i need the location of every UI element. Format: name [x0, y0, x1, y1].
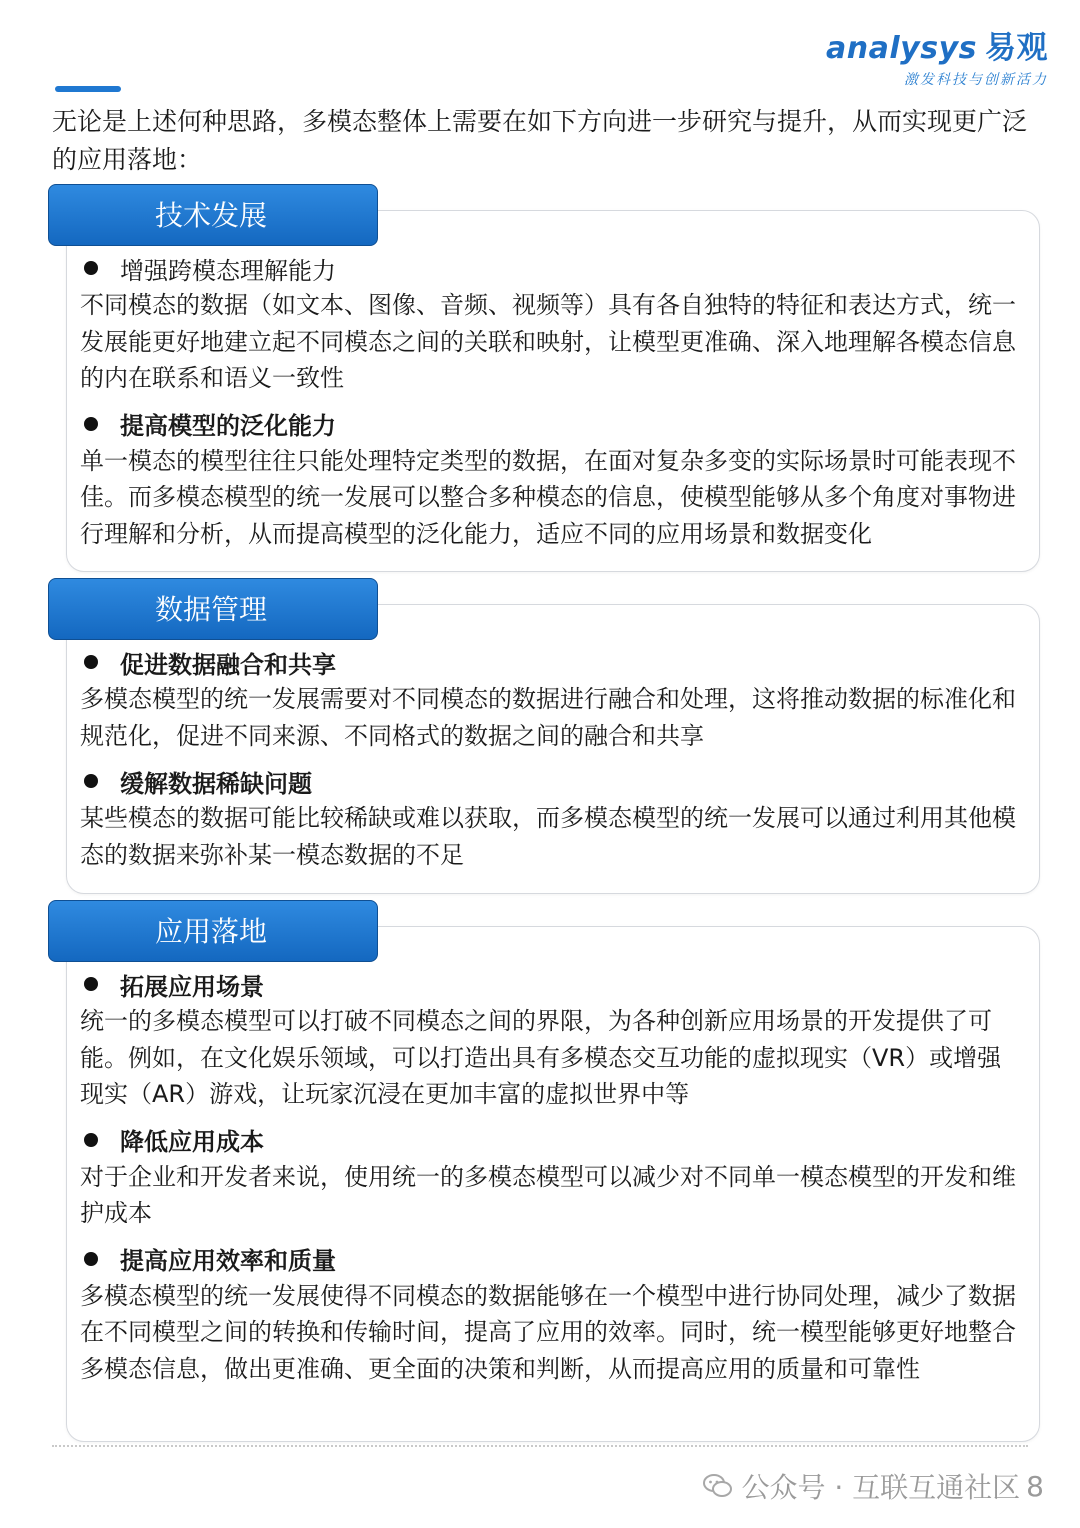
- section-content-app: [80, 965, 1025, 1395]
- bullet-dot-icon: [84, 1133, 98, 1147]
- bullet-text: 多模态模型的统一发展需要对不同模态的数据进行融合和处理，这将推动数据的标准化和规范化，促进不同来源、不同格式的数据之间的融合和共享: [80, 685, 1016, 750]
- logo-slogan: 激发科技与创新活力: [904, 72, 1048, 88]
- logo-letter: a: [826, 31, 847, 66]
- bullet-title: 拓展应用场景: [120, 972, 264, 1001]
- bullet-item: [80, 965, 1025, 1003]
- section-content-tech: [80, 249, 1025, 560]
- bullet-title: 提高模型的泛化能力: [120, 412, 336, 440]
- bullet-text: 不同模态的数据（如文本、图像、音频、视频等）具有各自独特的特征和表达方式，统一发展能更好地建立起不同模态之间的关联和映射，让模型更准确、深入地理解各模态信息的内在联系和语义一致性: [80, 291, 1016, 392]
- bullet-title: 降低应用成本: [120, 1128, 264, 1156]
- bullet-text: 单一模态的模型往往只能处理特定类型的数据，在面对复杂多变的实际场景时可能表现不佳。而多模态模型的统一发展可以整合多种模态的信息，使模型能够从多个角度对事物进行理解和分析，从而提高模型的泛化能力，适应不同的应用场景和数据变化: [80, 446, 1016, 548]
- page-number: 8: [1026, 1469, 1044, 1503]
- brand-logo: [826, 22, 1048, 89]
- footer-watermark: 公众号 · 互联互通社区: [741, 1471, 1021, 1504]
- footer: [703, 1466, 1044, 1506]
- bullet-item: [80, 249, 1025, 287]
- bullet-text: 某些模态的数据可能比较稀缺或难以获取，而多模态模型的统一发展可以通过利用其他模态的数据来弥补某一模态数据的不足: [80, 804, 1016, 869]
- accent-bar: [55, 86, 121, 92]
- bullet-text: 对于企业和开发者来说，使用统一的多模态模型可以减少对不同单一模态模型的开发和维护成本: [80, 1162, 1016, 1227]
- footer-divider: [52, 1445, 1028, 1447]
- bullet-dot-icon: [84, 261, 98, 275]
- bullet-title: 缓解数据稀缺问题: [120, 769, 312, 798]
- bullet-title: 增强跨模态理解能力: [120, 256, 336, 285]
- logo-text: nalysys: [846, 31, 977, 66]
- intro-paragraph: 无论是上述何种思路，多模态整体上需要在如下方向进一步研究与提升，从而实现更广泛的应用落地：: [52, 107, 1028, 174]
- bullet-item: [80, 1121, 1025, 1159]
- bullet-dot-icon: [84, 1252, 98, 1266]
- bullet-dot-icon: [84, 774, 98, 788]
- bullet-text: 多模态模型的统一发展使得不同模态的数据能够在一个模型中进行协同处理，减少了数据在不同模型之间的转换和传输时间，提高了应用的效率。同时，统一模型能够更好地整合多模态信息，做出更准确、更全面的决策和判断，从而提高应用的质量和可靠性: [80, 1281, 1016, 1383]
- bullet-dot-icon: [84, 417, 98, 431]
- bullet-item: [80, 1240, 1025, 1278]
- bullet-item: [80, 405, 1025, 443]
- bullet-title: 促进数据融合和共享: [120, 650, 336, 679]
- section-content-data: [80, 643, 1025, 881]
- section-tag-tech: 技术发展: [48, 184, 378, 246]
- bullet-item: [80, 643, 1025, 681]
- section-tag-app: 应用落地: [48, 900, 378, 962]
- bullet-item: [80, 762, 1025, 800]
- bullet-dot-icon: [84, 977, 98, 991]
- section-tag-data: 数据管理: [48, 578, 378, 640]
- logo-cn: 易观: [985, 30, 1048, 66]
- bullet-text: 统一的多模态模型可以打破不同模态之间的界限，为各种创新应用场景的开发提供了可能。例如，在文化娱乐领域，可以打造出具有多模态交互功能的虚拟现实（VR）或增强现实（AR）游戏，让玩家沉浸在更加丰富的虚拟世界中等: [80, 1007, 1002, 1108]
- wechat-icon: [703, 1473, 733, 1499]
- logo-wordmark: [826, 22, 1048, 67]
- bullet-title: 提高应用效率和质量: [120, 1247, 336, 1275]
- bullet-dot-icon: [84, 655, 98, 669]
